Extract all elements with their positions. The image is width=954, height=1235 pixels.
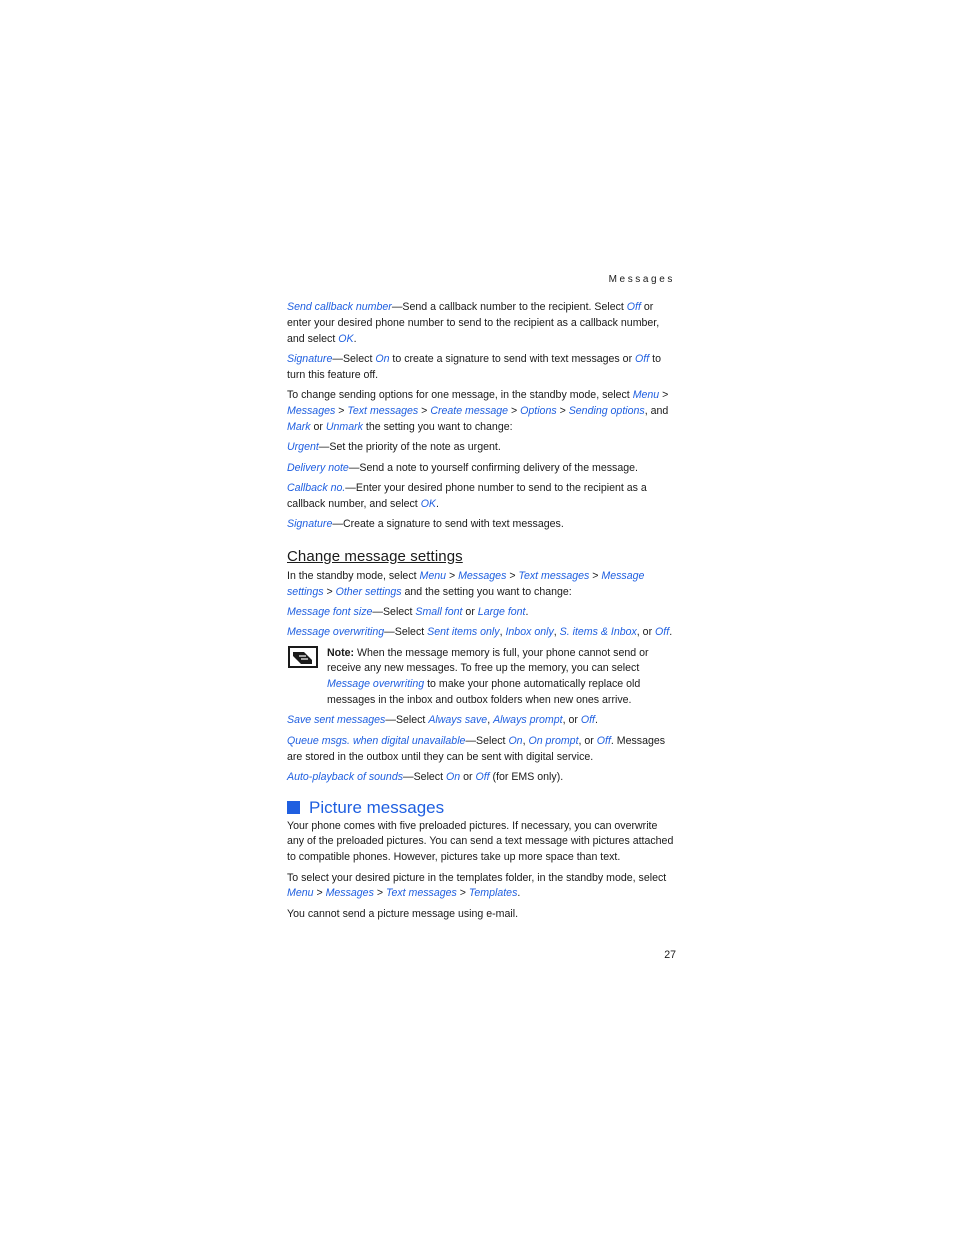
ui-term: On [375,352,390,365]
text: > [373,887,386,900]
note-hand-icon [288,646,318,668]
ui-term: Always save [428,714,488,727]
ui-term: Send callback number [287,301,392,313]
ui-term: Callback no. [287,481,346,494]
text: , or [578,734,597,747]
text: to turn this feature off. [287,352,661,381]
ui-term: Signature [287,352,333,365]
ui-term: Off [475,771,490,784]
font-size-paragraph [287,605,677,621]
text: to create a signature to send with text messages or [389,352,636,365]
text: —Set the priority of the note as urgent. [318,441,501,454]
text: . [353,332,357,345]
text: > [418,404,431,417]
ui-term: Small font [415,605,463,618]
text: —Send a callback number to the recipient. Select [391,301,627,313]
queue-paragraph [287,734,677,766]
text: > [506,569,519,582]
ui-term: Sending options [568,404,645,417]
text: , and [644,404,669,417]
text: . [594,714,598,727]
text: , or [636,626,656,639]
ui-term: Always prompt [493,714,563,727]
ui-term: On [508,734,523,747]
text: > [456,887,469,900]
text: . [436,497,439,510]
ui-term: Menu [287,887,314,900]
text: > [335,404,348,417]
text: > [589,569,602,582]
ui-term: Urgent [287,441,319,454]
ui-term: Text messages [385,887,457,900]
ui-term: On [446,771,461,784]
text: (for EMS only). [489,771,564,784]
ui-term: Options [520,404,557,417]
callback-no-paragraph [287,481,677,513]
one-message-paragraph [287,388,677,435]
text: In the standby mode, select [287,569,420,582]
ui-term: Save sent messages [287,714,386,727]
text: —Select [332,352,376,365]
ui-term: Text messages [347,404,419,417]
signature2-paragraph [287,517,677,533]
ui-term: Auto-playback of sounds [287,771,404,784]
picture-p3: You cannot send a picture message using e-mail. [287,907,519,920]
text: and the setting you want to change: [401,585,572,598]
text: —Select [403,771,446,784]
text: . [525,605,529,618]
ui-term: Messages [325,887,374,900]
ui-term: Menu [632,389,660,402]
ui-term: Off [626,301,641,313]
picture-messages-heading: Picture messages [309,797,445,817]
autoplay-paragraph [287,770,677,786]
page-body [287,300,677,927]
text: —Select [384,626,428,639]
ui-term: Menu [419,569,446,582]
ui-term: Delivery note [287,461,349,474]
text: —Send a note to yourself confirming delivery of the message. [348,461,638,474]
text: > [508,404,521,417]
text: . Messages are stored in the outbox until they can be sent with digital service. [287,734,666,763]
ui-term: Large font [477,605,526,618]
overwriting-paragraph [287,625,677,641]
ui-term: Templates [468,887,518,900]
text: > [659,389,669,402]
text: . [517,887,521,900]
text: or [462,605,478,618]
text: —Enter your desired phone number to send to the recipient as a callback number, and select [287,481,647,510]
urgent-paragraph [287,440,677,456]
text: > [446,569,459,582]
text: . [669,626,673,639]
text: or [310,420,326,433]
text: the setting you want to change: [362,420,513,433]
ui-term: Off [596,734,611,747]
delivery-note-paragraph [287,461,677,477]
text: , or [562,714,581,727]
ui-term: Signature [287,518,333,531]
note-block [287,646,677,709]
ui-term: Message overwriting [327,678,425,691]
text: To select your desired picture in the templates folder, in the standby mode, select [287,871,667,884]
text: —Select [372,605,416,618]
text: or enter your desired phone number to send to the recipient as a callback number, and select [287,301,660,345]
heading-square-icon [287,801,300,814]
text: To change sending options for one message, in the standby mode, select [287,389,633,402]
note-label: Note: [327,646,355,659]
ui-term: Message font size [287,605,373,618]
text: , [553,626,560,639]
picture-p2 [287,871,677,903]
ui-term: Inbox only [505,626,554,639]
picture-p1: Your phone comes with five preloaded pictures. If necessary, you can overwrite any of the preloaded pictures. You can send a text message with pictures attached to compatible phones. However, pictures take up more space than text. [287,819,674,864]
ui-term: Queue msgs. when digital unavailable [287,734,466,747]
ui-term: Message settings [287,569,645,598]
text: —Select [385,714,429,727]
ui-term: On prompt [528,734,579,747]
text: When the message memory is full, your phone cannot send or receive any new messages. To free up the memory, you can select [327,646,649,675]
ui-term: Messages [458,569,507,582]
ui-term: Off [655,626,670,639]
save-sent-paragraph [287,713,677,729]
picture-messages-heading-block [287,797,677,817]
running-head: Messages [608,274,675,285]
change-settings-heading: Change message settings [287,547,463,565]
text: —Select [465,734,509,747]
ui-term: Sent items only [427,626,500,639]
ui-term: Off [580,714,595,727]
text: or [460,771,476,784]
ui-term: Message overwriting [287,626,385,639]
ui-term: Text messages [518,569,590,582]
text: to make your phone automatically replace old messages in the inbox and outbox folders when new ones arrive. [327,678,641,707]
text: , [522,734,529,747]
ui-term: Off [635,352,650,365]
ui-term: Other settings [335,585,402,598]
send-callback-paragraph [287,300,677,347]
text: —Create a signature to send with text messages. [332,518,564,531]
ui-term: Messages [287,404,336,417]
signature-paragraph [287,352,677,384]
ui-term: Create message [430,404,509,417]
ui-term: OK [420,497,436,510]
note-text [327,646,677,709]
text: > [323,585,336,598]
text: , [487,714,494,727]
text: > [313,887,326,900]
ui-term: OK [338,332,354,345]
ui-term: Mark [287,420,311,433]
text: , [499,626,506,639]
ui-term: Unmark [325,420,363,433]
text: > [556,404,569,417]
page-number: 27 [664,949,676,961]
change-settings-intro [287,569,677,601]
ui-term: S. items & Inbox [559,626,637,639]
